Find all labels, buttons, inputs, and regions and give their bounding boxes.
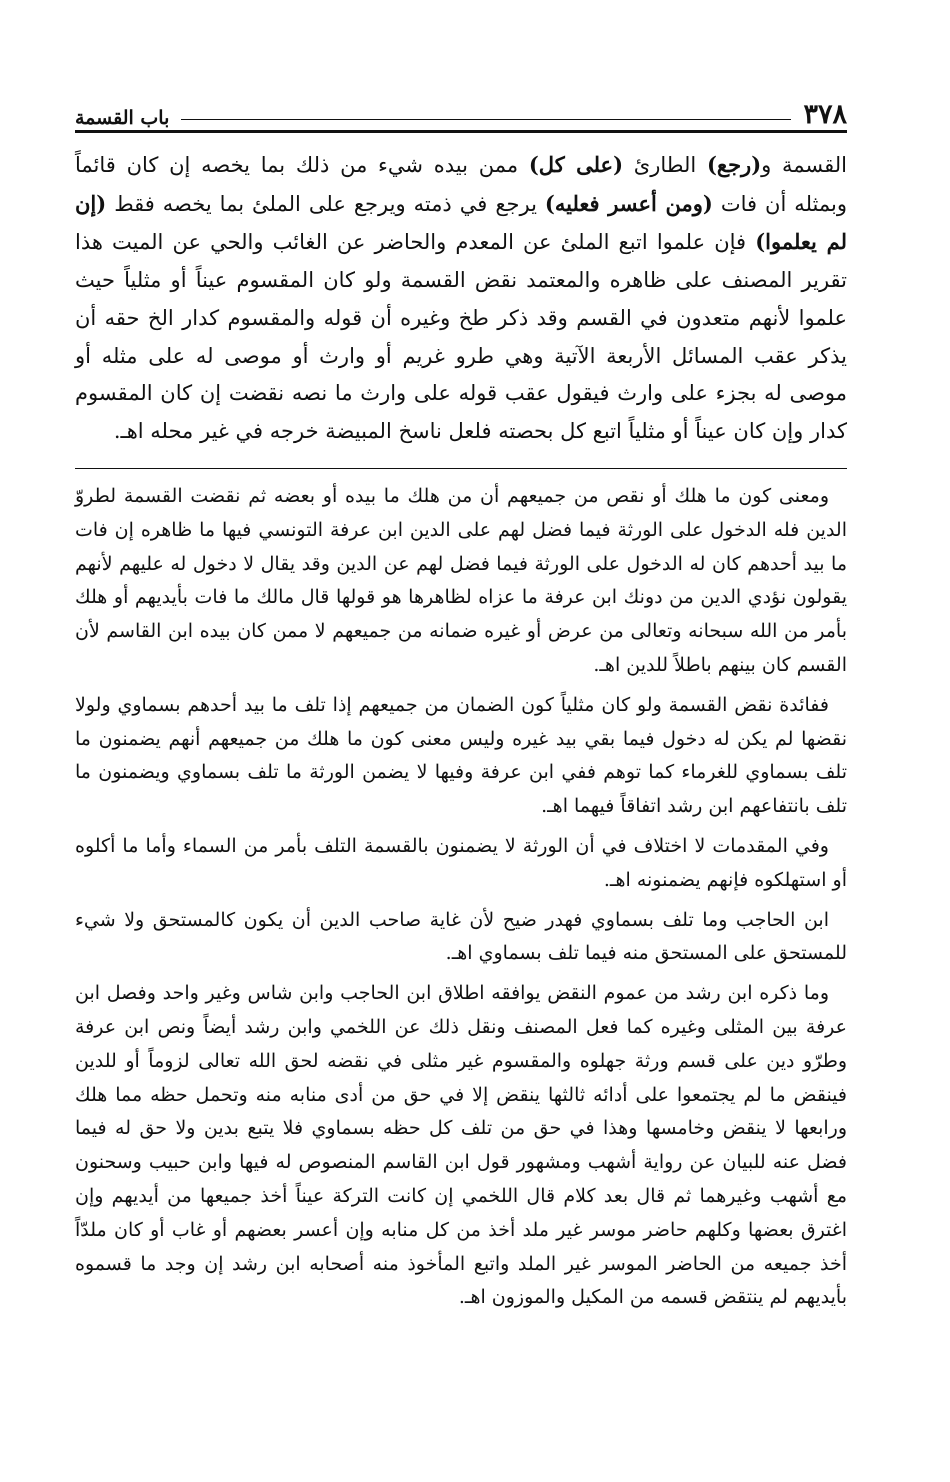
matn-keyword: (ومن أعسر فعليه)	[544, 190, 713, 216]
main-text-segment: يرجع في ذمته ويرجع على الملئ بما يخصه فقط	[106, 191, 545, 216]
main-text-segment: الطارئ	[623, 153, 707, 177]
matn-keyword: (على كل)	[528, 152, 624, 177]
chapter-title: باب القسمة	[75, 107, 170, 129]
main-text-segment: ممن بيده شيء من ذلك بما يخصه إن كان قائماً وبمثله أن فات	[75, 153, 847, 216]
note-paragraph: وما ذكره ابن رشد من عموم النقض يوافقه اطلاق ابن الحاجب وابن شاس وغير واحد وفصل ابن عرفة بين المثلى وغيره كما فعل المصنف ونقل ذلك عن اللخمي وابن رشد أيضاً ونص ابن عرفة وطرّو دين على قسم ورثة جهلوه والمقسوم غير مثلى في نقضه لحق الله تعالى لزوماً أو للدين فينقض ما لم يجتمعوا على أدائه ثالثها ينقض إلا في حق من أدى منابه منه وتحمل حظه مما هلك ورابعها لا ينقض وخامسها وهذا في حق من تلف كل حظه بسماوي فلا يتبع بدين ولا حق له فيما فضل عنه للبيان عن رواية أشهب ومشهور قول ابن القاسم المنصوص له فيها وابن حبيب وسحنون مع أشهب وغيرهما ثم قال بعد كلام قال اللخمي إن كانت التركة عيناً أخذ جميعها من أيديهم وإن اغترق بعضها وكلهم حاضر موسر غير ملد أخذ من كل منابه وإن أعسر بعضهم أو غاب أو كان ملدّاً أخذ جميعه من الحاضر الموسر غير الملد واتبع المأخوذ منه أصحابه ابن رشد إن وجد ما قسموه بأيديهم لم ينتقض قسمه من المكيل والموزون اهـ.	[75, 982, 847, 1309]
note-paragraph: ففائدة نقض القسمة ولو كان مثلياً كون الضمان من جميعهم إذا تلف ما بيد أحدهم بسماوي ولولا نقضها لم يكن له دخول فيما بقي بيد غيره وليس معنى كون ما هلك من جميعهم أنهم يضمنون ما تلف بسماوي للغرماء كما توهم ففي ابن عرفة وفيها لا يضمن الورثة ما تلف بسماوي ويضمنون ما تلف بانتفاعهم ابن رشد اتفاقاً فيهما اهـ.	[75, 693, 847, 818]
matn-keyword: (رجع)	[706, 152, 762, 177]
running-header	[75, 88, 847, 128]
footnote-separator	[75, 468, 847, 469]
note-paragraph: ومعنى كون ما هلك أو نقص من جميعهم أن من هلك ما بيده أو بعضه ثم نقضت القسمة لطروّ الدين فله الدخول على الورثة فيما فضل لهم على الدين ابن عرفة التونسي فيها ما ظاهره إن فات ما بيد أحدهم كان له الدخول على الورثة فيما فضل لهم عن الدين وقد يقال لا دخول له عليهم لأنهم يقولون نؤدي الدين من دونك ابن عرفة ما عزاه لظاهرها هو قولها قال مالك ما فات بأيديهم أو هلك بأمر من الله سبحانه وتعالى من عرض أو غيره ضمانه من جميعهم لا ممن كان بيده ابن القاسم لأن القسم كان بينهم باطلاً للدين اهـ.	[75, 485, 847, 676]
main-text	[75, 146, 847, 451]
header-rule	[181, 119, 791, 120]
matn-keyword: (إن لم يعلموا)	[75, 190, 847, 255]
main-text-segment: القسمة و	[761, 153, 848, 177]
main-paragraph	[75, 146, 847, 451]
page-number: ٣٧٨	[803, 99, 847, 130]
header-underline	[75, 130, 847, 133]
commentary-notes	[75, 480, 847, 1321]
main-text-segment: فإن علموا اتبع الملئ عن المعدم والحاضر عن الغائب والحي عن الميت هذا تقرير المصنف على ظاهره والمعتمد نقض القسمة ولو كان المقسوم عيناً أو مثلياً حيث علموا لأنهم متعدون في القسم وقد ذكر طخ وغيره أن قوله والمقسوم كدار الخ حقه أن يذكر عقب المسائل الأربعة الآتية وهي طرو غريم أو وارث أو موصى له على مثله أو موصى له بجزء على وارث فيقول عقب قوله على وارث ما نصه نقضت إن كان المقسوم كدار وإن كان عيناً أو مثلياً اتبع كل بحصته فلعل ناسخ المبيضة خرجه في غير محله اهـ.	[75, 230, 848, 443]
note-paragraph: ابن الحاجب وما تلف بسماوي فهدر ضيح لأن غاية صاحب الدين أن يكون كالمستحق ولا شيء للمستحق على المستحق منه فيما تلف بسماوي اهـ.	[75, 908, 847, 965]
note-paragraph: وفي المقدمات لا اختلاف في أن الورثة لا يضمنون بالقسمة التلف بأمر من السماء وأما ما أكلوه أو استهلكوه فإنهم يضمنونه اهـ.	[75, 834, 847, 891]
